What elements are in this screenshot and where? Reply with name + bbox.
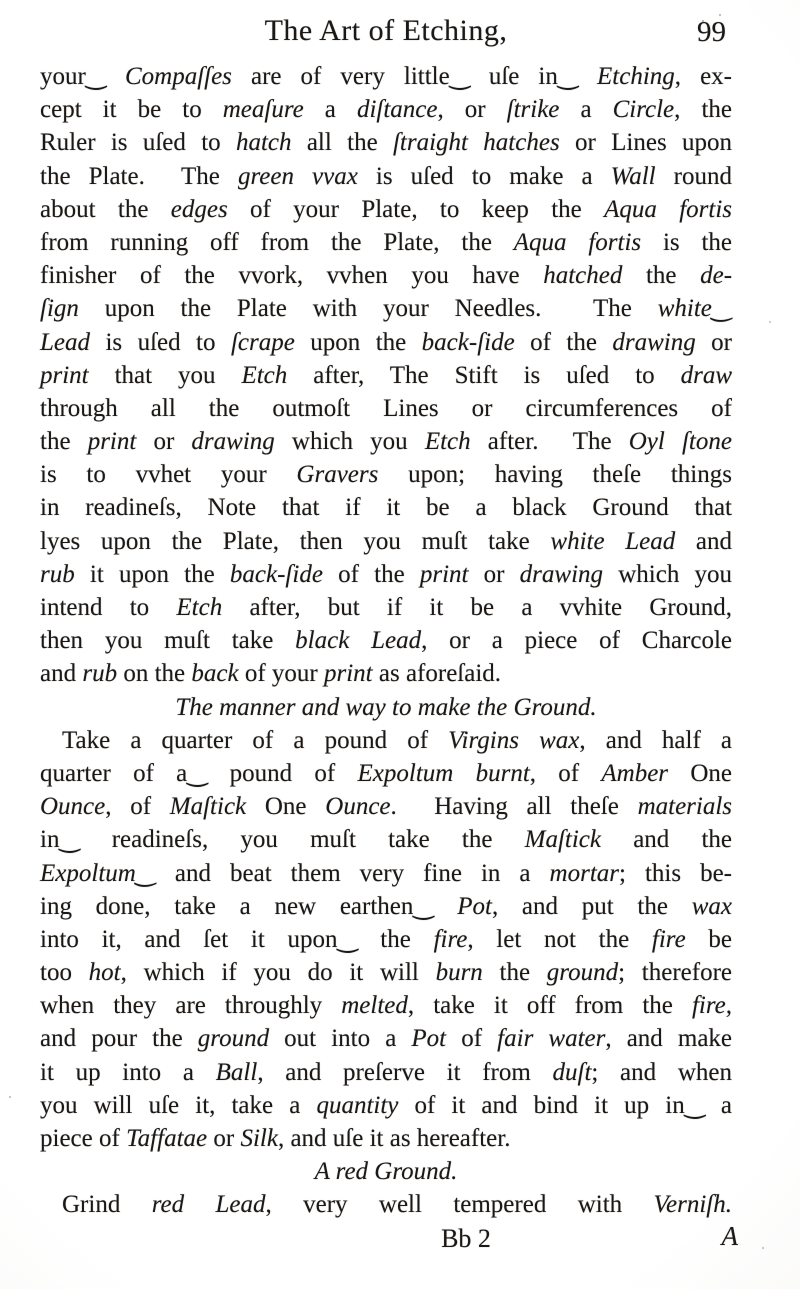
text-line xyxy=(40,558,732,591)
text-segment: are of very little‿ uſe in‿ xyxy=(250,63,598,90)
italic-text-segment: Compaſſes xyxy=(124,63,251,90)
text-line xyxy=(40,458,732,491)
text-segment: upon the Plate with your Needles. The xyxy=(104,295,658,323)
text-segment: or xyxy=(213,1125,241,1152)
italic-text-segment: Expoltum burnt xyxy=(357,759,530,787)
signature-mark: Bb 2 xyxy=(441,1223,491,1253)
italic-text-segment: drawing xyxy=(519,560,619,588)
text-segment: of xyxy=(461,1025,498,1053)
text-segment: a xyxy=(580,96,613,124)
text-segment: , and half a xyxy=(579,726,733,754)
italic-text-segment: Amber xyxy=(601,759,691,787)
italic-text-segment: de- xyxy=(700,262,733,290)
italic-text-segment: fire xyxy=(433,925,468,953)
text-segment: Ruler is uſed to xyxy=(40,129,236,157)
text-segment: the xyxy=(499,959,547,987)
text-segment: ing done, take a new earthen‿ xyxy=(40,892,458,920)
text-segment: , very well tempered with xyxy=(265,1191,654,1219)
text-segment: the xyxy=(40,428,88,456)
text-segment: , let not the xyxy=(467,925,652,953)
text-segment: the Plate. The xyxy=(40,162,238,190)
italic-text-segment: print xyxy=(324,660,379,688)
text-line xyxy=(40,923,732,956)
text-segment: or Lines upon xyxy=(575,129,732,157)
running-head-title: The Art of Etching, xyxy=(264,14,508,47)
text-segment: , and uſe it as hereafter. xyxy=(277,1125,511,1152)
italic-text-segment: white‿ xyxy=(657,295,732,323)
italic-text-segment: back xyxy=(191,660,245,688)
text-segment: , which if you do it will xyxy=(120,959,436,987)
text-segment: ; therefore xyxy=(618,959,732,987)
catchword: A xyxy=(721,1220,738,1251)
text-segment: from running off from the Plate, the xyxy=(40,228,514,256)
text-line xyxy=(40,359,732,392)
text-segment: is the xyxy=(662,228,733,256)
italic-text-segment: burn xyxy=(435,959,500,987)
italic-text-segment: edges xyxy=(170,195,251,223)
text-segment: round xyxy=(673,162,732,190)
italic-text-segment: diſtance xyxy=(356,96,438,124)
text-segment: ; and when xyxy=(591,1058,732,1086)
text-segment: too xyxy=(40,959,89,987)
italic-text-segment: duſt xyxy=(552,1058,592,1086)
italic-text-segment: green vvax xyxy=(237,162,376,190)
text-line xyxy=(40,890,732,923)
text-segment: after, The Stift is uſed to xyxy=(313,361,681,389)
text-segment: is to vvhet your xyxy=(40,461,297,489)
italic-text-segment: white Lead xyxy=(550,527,696,555)
text-line xyxy=(40,292,732,325)
text-segment: and beat them very fine in a xyxy=(174,859,550,887)
text-line xyxy=(40,790,732,823)
text-segment: in‿ readineſs, you muſt take the xyxy=(40,826,525,854)
italic-text-segment: melted xyxy=(341,992,408,1020)
text-line xyxy=(40,591,732,624)
subheading-red-ground: A red Ground. xyxy=(314,1158,458,1186)
text-segment: , of xyxy=(529,759,602,787)
italic-text-segment: print xyxy=(419,560,484,588)
page-footer xyxy=(40,1220,738,1256)
text-segment: upon; having theſe things xyxy=(408,461,732,489)
italic-text-segment: Gravers xyxy=(296,461,409,489)
italic-text-segment: Ounce xyxy=(325,793,391,821)
italic-text-segment: print xyxy=(87,428,154,456)
page-number: 99 xyxy=(697,16,726,48)
text-segment: as aforeſaid. xyxy=(378,660,502,688)
text-segment: , and put the xyxy=(491,892,692,920)
text-segment: about the xyxy=(40,195,171,223)
text-segment: then you muſt take xyxy=(40,627,296,655)
text-segment: of it and bind it up in‿ a xyxy=(414,1091,732,1119)
italic-text-segment: draw xyxy=(680,361,732,389)
italic-text-segment: fair water xyxy=(497,1025,606,1053)
paragraph-tools xyxy=(40,60,732,691)
text-line xyxy=(40,93,732,126)
italic-text-segment: Verniſh. xyxy=(653,1191,732,1219)
text-segment: , of xyxy=(105,793,170,821)
paragraph-ground-recipe xyxy=(40,724,732,1155)
text-line xyxy=(40,491,732,524)
text-segment: out into a xyxy=(284,1025,412,1053)
text-segment: ; this be- xyxy=(619,859,733,887)
text-line xyxy=(40,724,732,757)
text-segment: quarter of a‿ pound of xyxy=(40,759,358,787)
text-segment: or xyxy=(711,328,732,356)
text-segment: is uſed to make a xyxy=(375,162,611,190)
italic-text-segment: Etching xyxy=(597,63,675,90)
text-segment: . Having all theſe xyxy=(390,793,638,821)
italic-text-segment: hatched xyxy=(543,262,646,290)
text-line xyxy=(40,1122,732,1155)
text-segment: lyes upon the Plate, then you muſt take xyxy=(40,527,551,555)
text-line xyxy=(40,226,732,259)
text-segment: , the xyxy=(674,96,732,124)
text-line xyxy=(40,1089,732,1122)
italic-text-segment: ſcrape xyxy=(230,328,311,356)
italic-text-segment: ground xyxy=(197,1025,285,1053)
italic-text-segment: rub xyxy=(40,560,90,588)
text-segment: cept it be to xyxy=(40,96,223,124)
italic-text-segment: Maſtick xyxy=(169,793,265,821)
text-line xyxy=(40,259,732,292)
text-segment: which you xyxy=(291,428,425,456)
italic-text-segment: black Lead xyxy=(295,627,422,655)
italic-text-segment: rub xyxy=(82,660,124,688)
body-text xyxy=(40,60,732,1222)
text-segment: the xyxy=(645,262,701,290)
text-line xyxy=(40,60,732,93)
italic-text-segment: hot xyxy=(88,959,121,987)
italic-text-segment: Oyl ſtone xyxy=(628,428,732,456)
subheading-make-the-ground: The manner and way to make the Ground. xyxy=(175,693,597,721)
text-segment: it up into a xyxy=(40,1058,216,1086)
text-segment: your‿ xyxy=(40,63,125,90)
italic-text-segment: Ounce xyxy=(40,793,106,821)
text-segment: which you xyxy=(618,560,732,588)
text-segment: or xyxy=(483,560,520,588)
text-segment: when they are throughly xyxy=(40,992,342,1020)
italic-text-segment: Pot xyxy=(411,1025,462,1053)
italic-text-segment: Maſtick xyxy=(524,826,634,854)
text-line xyxy=(40,657,732,690)
text-segment: , and make xyxy=(605,1025,733,1053)
text-line xyxy=(40,425,732,458)
text-line xyxy=(40,326,732,359)
italic-text-segment: hatch xyxy=(235,129,307,157)
text-segment: of the xyxy=(338,560,420,588)
italic-text-segment: Circle xyxy=(612,96,675,124)
italic-text-segment: meaſure xyxy=(222,96,325,124)
text-segment: piece of xyxy=(40,1125,127,1152)
italic-text-segment: Etch xyxy=(241,361,314,389)
text-segment: and xyxy=(40,660,83,688)
text-segment: intend to xyxy=(40,594,177,621)
text-segment: of the xyxy=(530,328,613,356)
text-segment: that you xyxy=(114,361,242,389)
text-segment: you will uſe it, take a xyxy=(40,1091,317,1119)
italic-text-segment: fire, xyxy=(691,992,732,1020)
italic-text-segment: Silk xyxy=(240,1125,278,1152)
text-line xyxy=(40,624,732,657)
text-segment: into it, and ſet it upon‿ the xyxy=(40,925,434,953)
text-line xyxy=(40,757,732,790)
text-segment: in readineſs, Note that if it be a black Ground that xyxy=(40,494,732,522)
italic-text-segment: wax xyxy=(691,892,732,920)
paragraph-red-ground xyxy=(40,1188,732,1221)
text-segment: , ex- xyxy=(674,63,732,90)
italic-text-segment: Ball xyxy=(215,1058,258,1086)
italic-text-segment: ground xyxy=(546,959,619,987)
text-line xyxy=(40,857,732,890)
text-segment: and pour the xyxy=(40,1025,198,1053)
italic-text-segment: Virgins wax xyxy=(448,726,580,754)
italic-text-segment: Wall xyxy=(610,162,674,190)
text-segment: , or xyxy=(437,96,507,124)
text-segment: or xyxy=(153,428,192,456)
text-line xyxy=(40,823,732,856)
text-line xyxy=(40,525,732,558)
text-segment: after, but if it be a vvhite Ground, xyxy=(249,594,732,621)
text-segment: One xyxy=(690,759,732,787)
text-segment: it upon the xyxy=(89,560,230,588)
text-segment: on the xyxy=(123,660,192,688)
text-segment: Grind xyxy=(62,1191,152,1219)
text-segment: be xyxy=(708,925,732,953)
italic-text-segment: Etch xyxy=(424,428,488,456)
text-segment: Take a quarter of a pound of xyxy=(62,726,449,754)
text-segment: through all the outmoſt Lines or circumferences of xyxy=(40,394,732,422)
text-line xyxy=(40,956,732,989)
italic-text-segment: ſtrike xyxy=(506,96,581,124)
text-segment: upon the xyxy=(310,328,422,356)
text-segment: , take it off from the xyxy=(407,992,692,1020)
text-segment: of your Plate, to keep the xyxy=(250,195,605,223)
italic-text-segment: back-ſide xyxy=(421,328,531,356)
text-line xyxy=(40,193,732,226)
text-segment: is uſed to xyxy=(105,328,231,356)
italic-text-segment: back-ſide xyxy=(229,560,339,588)
text-segment: all the xyxy=(306,129,393,157)
italic-text-segment: materials xyxy=(637,793,733,821)
text-line xyxy=(40,989,732,1022)
italic-text-segment: Taffatae xyxy=(126,1125,214,1152)
italic-text-segment: red Lead xyxy=(151,1191,266,1219)
text-segment: One xyxy=(264,793,326,821)
italic-text-segment: fire xyxy=(651,925,709,953)
text-line xyxy=(40,1188,732,1221)
italic-text-segment: Etch xyxy=(176,594,250,621)
italic-text-segment: drawing xyxy=(191,428,292,456)
italic-text-segment: Aqua fortis xyxy=(604,195,732,223)
text-segment: of your xyxy=(244,660,324,688)
italic-text-segment: quantity xyxy=(316,1091,415,1119)
text-segment: , and preſerve it from xyxy=(257,1058,553,1086)
text-line xyxy=(40,160,732,193)
text-line xyxy=(40,126,732,159)
italic-text-segment: ſtraight hatches xyxy=(392,129,575,157)
italic-text-segment: drawing xyxy=(612,328,712,356)
italic-text-segment: Pot xyxy=(457,892,492,920)
text-segment: after. The xyxy=(487,428,629,456)
italic-text-segment: Aqua fortis xyxy=(513,228,663,256)
text-segment: a xyxy=(324,96,357,124)
text-line xyxy=(40,1056,732,1089)
text-segment: and xyxy=(695,527,732,555)
page-header xyxy=(40,14,732,60)
text-segment: and the xyxy=(633,826,733,854)
text-segment: , or a piece of Charcole xyxy=(421,627,733,655)
italic-text-segment: Expoltum‿ xyxy=(40,859,175,887)
italic-text-segment: mortar xyxy=(549,859,619,887)
italic-text-segment: Lead xyxy=(40,328,106,356)
text-line xyxy=(40,392,732,425)
text-line xyxy=(40,1022,732,1055)
italic-text-segment: ſign xyxy=(40,295,105,323)
text-segment: finisher of the vvork, vvhen you have xyxy=(40,262,544,290)
italic-text-segment: print xyxy=(40,361,115,389)
